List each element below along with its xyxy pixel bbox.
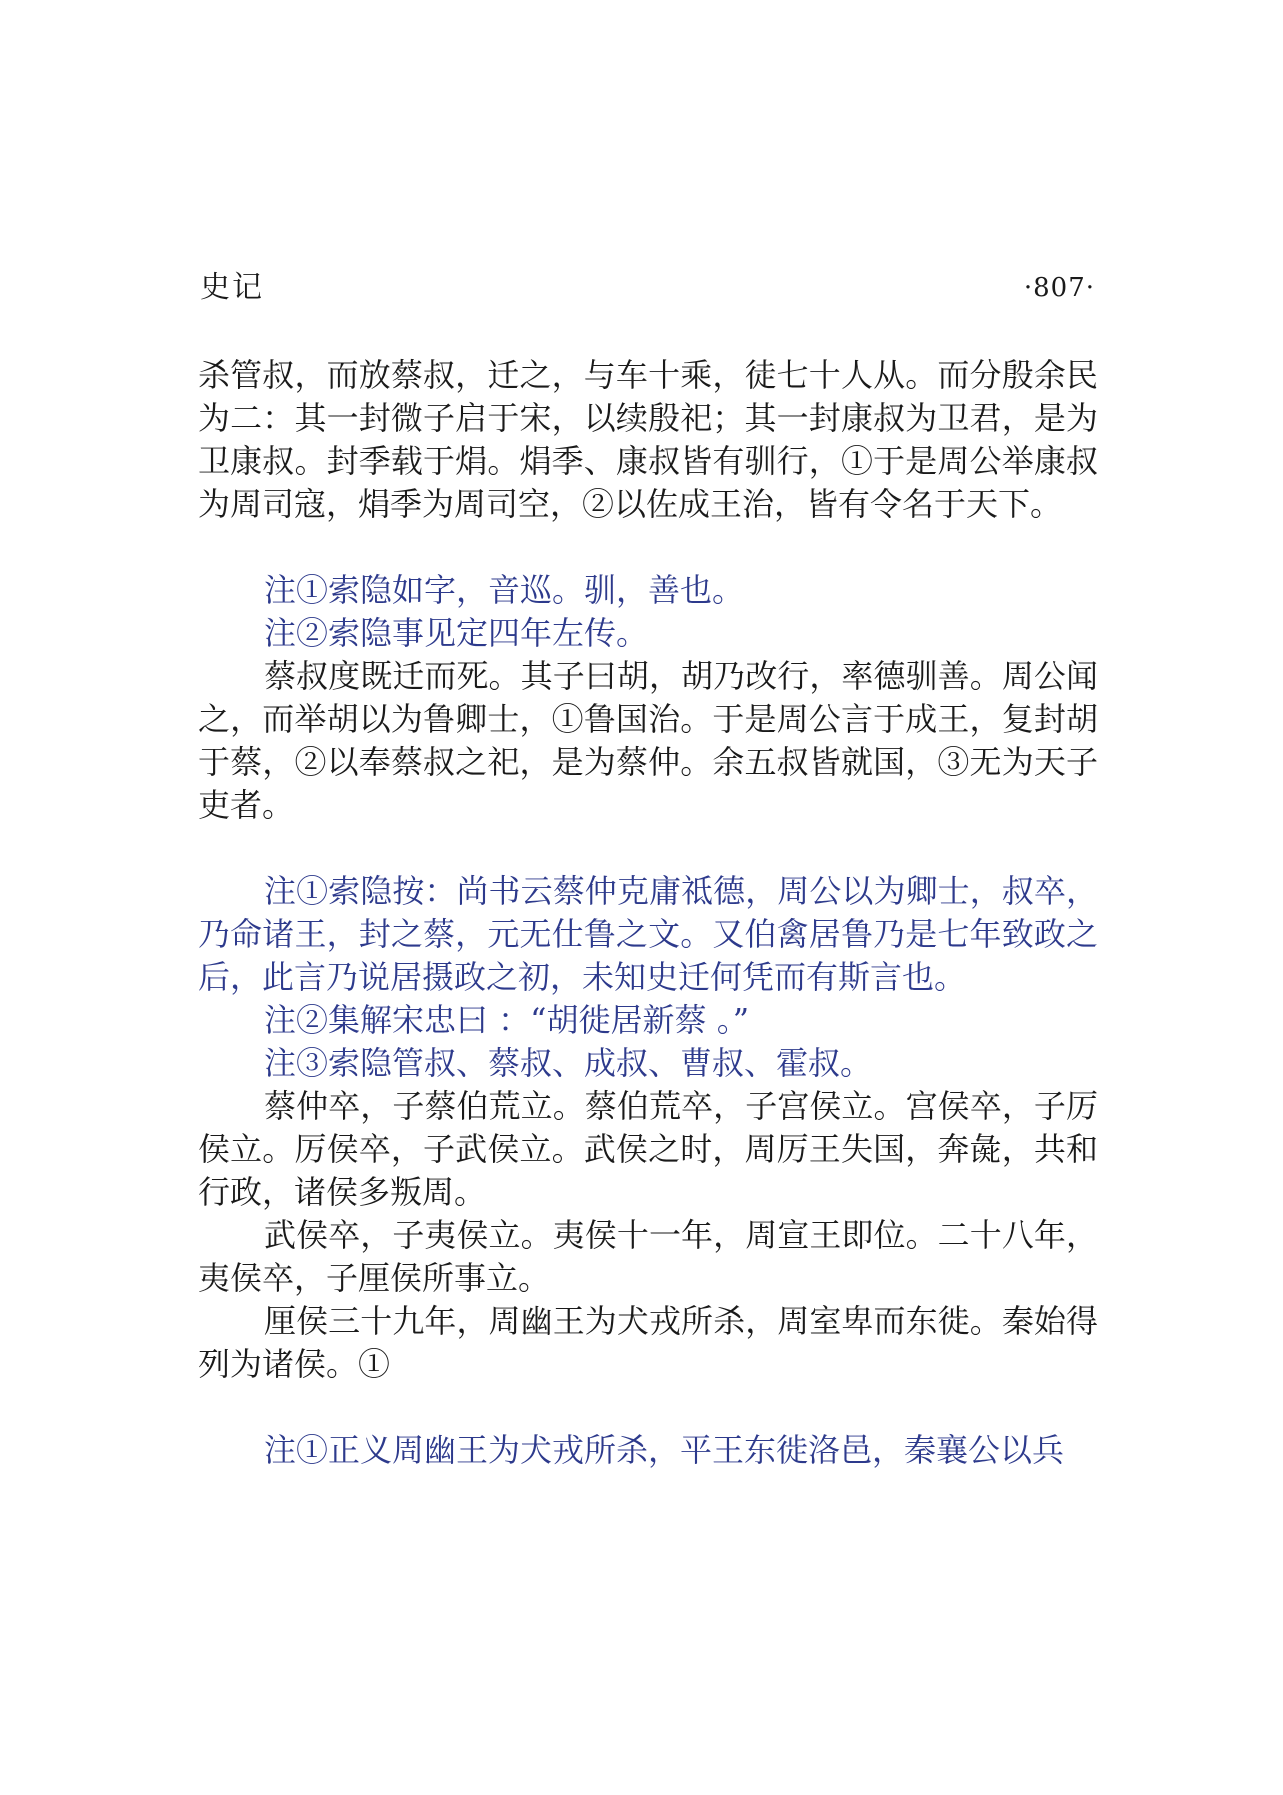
- book-title: 史记: [200, 270, 264, 305]
- running-header: [200, 268, 1095, 308]
- note-2-1: 注①索隐按：尚书云蔡仲克庸祗德，周公以为卿士，叔卒，乃命诸王，封之蔡，元无仕鲁之文。又伯禽居鲁乃是七年致政之后，此言乃说居摄政之初，未知史迁何凭而有斯言也。: [198, 872, 1098, 996]
- note-2-3: 注③索隐管叔、蔡叔、成叔、曹叔、霍叔。: [264, 1044, 873, 1082]
- note-1-1: 注①索隐如字，音巡。驯，善也。: [264, 571, 745, 609]
- spacer: [198, 827, 1098, 870]
- note-5-1: 注①正义周幽王为犬戎所杀，平王东徙洛邑，秦襄公以兵: [264, 1431, 1065, 1469]
- note-2-2: 注②集解宋忠曰 ：“胡徙居新蔡 。”: [264, 1001, 750, 1039]
- paragraph-4: 武侯卒，子夷侯立。夷侯十一年，周宣王即位。二十八年，夷侯卒，子厘侯所事立。: [198, 1216, 1098, 1297]
- paragraph-3: 蔡仲卒，子蔡伯荒立。蔡伯荒卒，子宫侯立。宫侯卒，子厉侯立。厉侯卒，子武侯立。武侯之时，周厉王失国，奔彘，共和行政，诸侯多叛周。: [198, 1087, 1098, 1211]
- page-number: ·807·: [1023, 273, 1095, 303]
- main-text: [198, 354, 1098, 1472]
- note-1-2: 注②索隐事见定四年左传。: [264, 614, 649, 652]
- paragraph-2: 蔡叔度既迁而死。其子曰胡，胡乃改行，率德驯善。周公闻之，而举胡以为鲁卿士，①鲁国治。于是周公言于成王，复封胡于蔡，②以奉蔡叔之祀，是为蔡仲。余五叔皆就国，③无为天子吏者。: [198, 657, 1098, 824]
- paragraph-1: 杀管叔，而放蔡叔，迁之，与车十乘，徒七十人从。而分殷余民为二：其一封微子启于宋，以续殷祀；其一封康叔为卫君，是为卫康叔。封季载于焆。焆季、康叔皆有驯行，①于是周公举康叔为周司寇，焆季为周司空，②以佐成王治，皆有令名于天下。: [198, 356, 1098, 523]
- spacer: [198, 526, 1098, 569]
- spacer: [198, 1386, 1098, 1429]
- paragraph-5: 厘侯三十九年，周幽王为犬戎所杀，周室卑而东徙。秦始得列为诸侯。①: [198, 1302, 1098, 1383]
